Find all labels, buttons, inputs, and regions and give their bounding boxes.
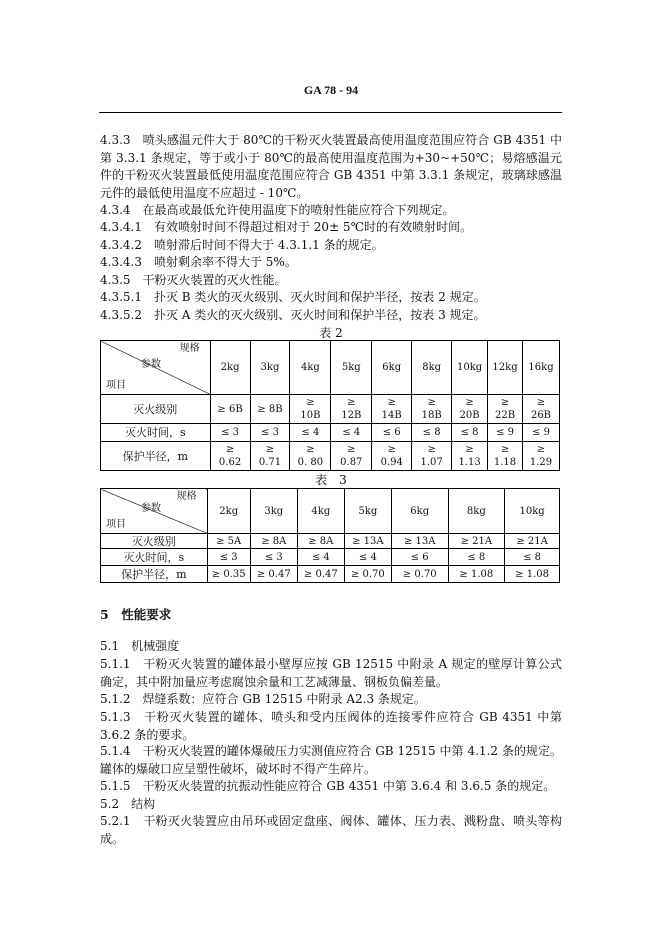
- cell-value: ≤ 6: [382, 427, 401, 438]
- cell-value: ≤ 8: [460, 427, 479, 438]
- table-cell: ≥ 0.47: [297, 566, 344, 583]
- column-header: 10kg: [505, 489, 560, 534]
- cell-value: 0.87: [340, 457, 363, 468]
- cell-symbol: ≥: [306, 397, 315, 408]
- row-label: 保护半径，m: [101, 566, 208, 583]
- cell-value: ≤ 4: [342, 427, 361, 438]
- cell-value: 0.71: [258, 457, 282, 468]
- corner-item-label: 项目: [106, 380, 126, 391]
- table2-header-row: [101, 341, 560, 395]
- cell-symbol: ≥: [536, 444, 546, 455]
- table-cell: [372, 395, 412, 424]
- table-cell: [250, 442, 290, 471]
- table-cell: ≤ 4: [344, 549, 391, 566]
- table-row: [101, 566, 560, 583]
- cell-symbol: ≥: [465, 397, 474, 408]
- cell-value: 22B: [494, 410, 516, 421]
- table-cell: [210, 424, 250, 442]
- column-header: 4kg: [297, 489, 344, 534]
- table-cell: [290, 395, 331, 424]
- table-cell: [250, 424, 290, 442]
- table-2: [100, 340, 560, 471]
- table-cell: [331, 395, 372, 424]
- table-cell: ≤ 3: [207, 549, 250, 566]
- para-4-3-4-1: 4.3.4.1 有效喷射时间不得超过相对于 20± 5℃时的有效喷射时间。: [100, 220, 472, 234]
- table-3: [100, 488, 560, 583]
- para-4-3-5-1: 4.3.5.1 扑灭 B 类火的灭火级别、灭火时间和保护半径，按表 2 规定。: [100, 290, 486, 304]
- row-label: 保护半径，m: [101, 442, 211, 471]
- document-code-header: GA 78 - 94: [303, 83, 359, 97]
- table-cell: ≥ 0.70: [391, 566, 448, 583]
- cell-value: 0.94: [380, 457, 403, 468]
- row-label: 灭火时间，s: [101, 549, 208, 566]
- column-header: 10kg: [452, 341, 488, 395]
- cell-symbol: ≥: [500, 397, 510, 408]
- table-cell: [452, 424, 488, 442]
- cell-symbol: ≥: [225, 444, 235, 455]
- column-header: 8kg: [412, 341, 452, 395]
- table-row: [101, 534, 560, 549]
- cell-value: ≤ 9: [496, 427, 514, 438]
- para-5-1-2: 5.1.2 焊缝系数：应符合 GB 12515 中附录 A2.3 条规定。: [100, 692, 426, 706]
- cell-symbol: ≥: [265, 444, 275, 455]
- row-label: 灭火时间，s: [101, 424, 211, 442]
- cell-symbol: ≥: [387, 444, 396, 455]
- table2-caption: 表 2: [319, 326, 343, 340]
- column-header: 2kg: [207, 489, 250, 534]
- table-cell: ≥ 0.70: [344, 566, 391, 583]
- para-5-1-4: 5.1.4 干粉灭火装置的罐体爆破压力实测值应符合 GB 12515 中第 4.1.2 条的规定。罐体的爆破口应呈塑性破坏，破坏时不得产生碎片。: [100, 744, 562, 776]
- table-cell: ≥ 13A: [391, 534, 448, 549]
- table-cell: [250, 395, 290, 424]
- para-5-2: 5.2 结构: [100, 797, 156, 811]
- cell-symbol: ≥: [536, 397, 546, 408]
- para-4-3-4-3: 4.3.4.3 喷射剩余率不得大于 5%。: [100, 255, 297, 269]
- table-cell: ≥ 0.35: [207, 566, 250, 583]
- corner-spec-label: 规格: [179, 343, 200, 354]
- cell-value: 10B: [300, 410, 321, 421]
- table-cell: [488, 442, 523, 471]
- cell-value: 18B: [421, 410, 442, 421]
- table-cell: ≤ 8: [448, 549, 505, 566]
- table3-header-row: [101, 489, 560, 534]
- table2-corner-cell: [101, 341, 211, 395]
- table-cell: [331, 442, 372, 471]
- table-cell: [372, 424, 412, 442]
- cell-symbol: ≥: [306, 444, 315, 455]
- column-header: 12kg: [488, 341, 523, 395]
- table-row: [101, 395, 560, 424]
- table-cell: [210, 395, 250, 424]
- cell-symbol: ≥: [427, 397, 436, 408]
- para-4-3-4: 4.3.4 在最高或最低允许使用温度下的喷射性能应符合下列规定。: [100, 203, 455, 217]
- column-header: 5kg: [331, 341, 372, 395]
- table-row: [101, 442, 560, 471]
- corner-param-label: 参数: [141, 502, 161, 514]
- column-header: 5kg: [344, 489, 391, 534]
- column-header: 2kg: [210, 341, 250, 395]
- table-row: [101, 424, 560, 442]
- table3-corner-cell: [101, 489, 208, 534]
- header-rule: [99, 112, 562, 113]
- table-cell: ≥ 8A: [250, 534, 297, 549]
- cell-symbol: ≥: [387, 397, 396, 408]
- table-cell: ≤ 4: [297, 549, 344, 566]
- column-header: 8kg: [448, 489, 505, 534]
- cell-symbol: ≥: [347, 397, 356, 408]
- table-cell: [488, 424, 523, 442]
- cell-value: 1.13: [458, 457, 481, 468]
- table-cell: [452, 395, 488, 424]
- para-4-3-5: 4.3.5 干粉灭火装置的灭火性能。: [100, 273, 287, 287]
- corner-item-label: 项目: [106, 519, 126, 530]
- para-5-1-3: 5.1.3 干粉灭火装置的罐体、喷头和受内压阀体的连接零件应符合 GB 4351 中第 3.6.2 条的要求。: [100, 710, 562, 742]
- row-label: 灭火级别: [101, 395, 211, 424]
- table-cell: [210, 442, 250, 471]
- cell-value: 1.07: [420, 457, 443, 468]
- table-cell: ≤ 3: [250, 549, 297, 566]
- table-cell: [523, 424, 560, 442]
- column-header: 4kg: [290, 341, 331, 395]
- section-5-title: 5 性能要求: [100, 607, 172, 622]
- table3-caption: 表 3: [315, 473, 347, 487]
- table-cell: ≤ 6: [391, 549, 448, 566]
- table-cell: ≥ 8A: [297, 534, 344, 549]
- table-cell: ≤ 8: [505, 549, 560, 566]
- para-4-3-4-2: 4.3.4.2 喷射滞后时间不得大于 4.3.1.1 条的规定。: [100, 238, 384, 252]
- table-cell: ≥ 0.47: [250, 566, 297, 583]
- table-cell: [452, 442, 488, 471]
- column-header: 3kg: [250, 341, 290, 395]
- cell-value: 12B: [341, 410, 362, 421]
- table-cell: [372, 442, 412, 471]
- cell-value: 0. 80: [297, 457, 324, 468]
- cell-value: ≤ 9: [532, 427, 550, 438]
- table-cell: [412, 442, 452, 471]
- para-4-3-3: 4.3.3 喷头感温元件大于 80℃的干粉灭火装置最高使用温度范围应符合 GB 4351 中第 3.3.1 条规定，等于或小于 80℃的最高使用温度范围为+30~+50℃；易熔感温元件的干粉灭火装置最低使用温度范围应符合 GB 4351 中第 3.3.1 条规定，玻璃球感温元件的最低使用温度不应超过 - 10℃。: [100, 133, 562, 200]
- cell-value: 14B: [381, 410, 402, 421]
- table-cell: [290, 424, 331, 442]
- cell-value: ≥ 6B: [217, 403, 243, 415]
- cell-value: 1.29: [529, 457, 553, 468]
- table-cell: [412, 395, 452, 424]
- table-cell: [523, 442, 560, 471]
- corner-spec-label: 规格: [176, 491, 197, 502]
- table-cell: [331, 424, 372, 442]
- para-5-1-1: 5.1.1 干粉灭火装置的罐体最小壁厚应按 GB 12515 中附录 A 规定的壁厚计算公式确定，其中附加量应考虑腐蚀余量和工艺减薄量、钢板负偏差量。: [100, 657, 562, 689]
- cell-value: 1.18: [493, 457, 517, 468]
- para-5-1: 5.1 机械强度: [100, 639, 180, 653]
- row-label: 灭火级别: [101, 534, 208, 549]
- table-cell: ≥ 21A: [448, 534, 505, 549]
- cell-symbol: ≥: [465, 444, 474, 455]
- table-cell: ≥ 13A: [344, 534, 391, 549]
- cell-symbol: ≥: [427, 444, 436, 455]
- column-header: 6kg: [372, 341, 412, 395]
- table-cell: [523, 395, 560, 424]
- cell-symbol: ≥: [500, 444, 510, 455]
- table-cell: ≥ 5A: [207, 534, 250, 549]
- cell-value: ≤ 4: [301, 427, 320, 438]
- column-header: 6kg: [391, 489, 448, 534]
- para-5-2-1: 5.2.1 干粉灭火装置应由吊环或固定盘座、阀体、罐体、压力表、溅粉盘、喷头等构成。: [100, 814, 562, 846]
- table-cell: ≥ 1.08: [448, 566, 505, 583]
- cell-value: ≤ 3: [261, 427, 279, 438]
- cell-value: ≤ 8: [422, 427, 441, 438]
- cell-value: 20B: [459, 410, 480, 421]
- para-5-1-5: 5.1.5 干粉灭火装置的抗振动性能应符合 GB 4351 中第 3.6.4 和 3.6.5 条的规定。: [100, 779, 556, 793]
- para-4-3-5-2: 4.3.5.2 扑灭 A 类火的灭火级别、灭火时间和保护半径，按表 3 规定。: [100, 308, 486, 322]
- column-header: 3kg: [250, 489, 297, 534]
- table-cell: [290, 442, 331, 471]
- table-cell: ≥ 1.08: [505, 566, 560, 583]
- table-row: [101, 549, 560, 566]
- corner-param-label: 参数: [141, 359, 161, 370]
- table-cell: ≥ 21A: [505, 534, 560, 549]
- table-cell: [488, 395, 523, 424]
- cell-value: ≥ 8B: [257, 403, 283, 415]
- column-header: 16kg: [523, 341, 560, 395]
- cell-value: 26B: [530, 410, 552, 421]
- cell-value: 0.62: [218, 457, 242, 468]
- table-cell: [412, 424, 452, 442]
- cell-value: ≤ 3: [221, 427, 240, 438]
- cell-symbol: ≥: [347, 444, 356, 455]
